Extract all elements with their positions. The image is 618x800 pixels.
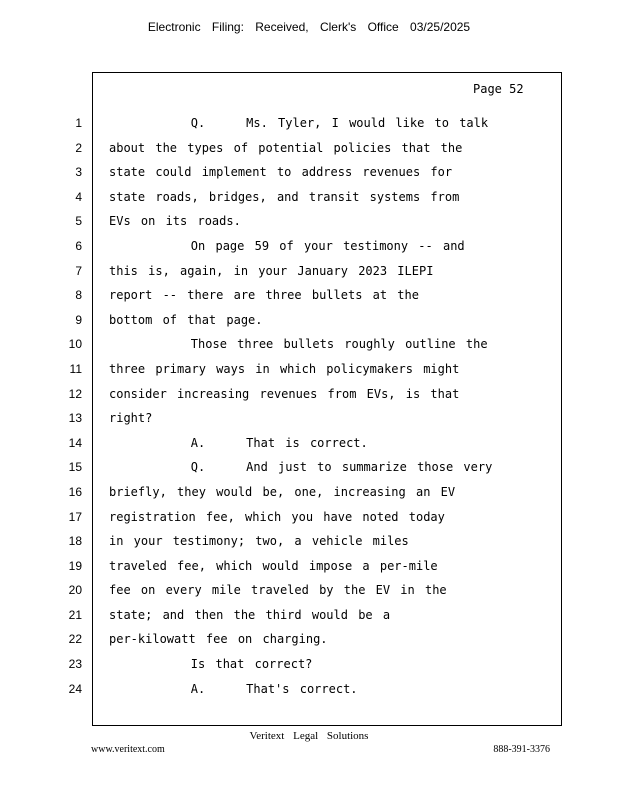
line-text: Is that correct? [109,657,313,672]
line-number: 11 [69,361,82,376]
transcript-line [0,578,618,603]
footer-phone: 888-391-3376 [493,744,550,755]
transcript-line [0,480,618,505]
transcript-line [0,431,618,456]
line-text: EVs on its roads. [109,214,241,229]
line-number: 20 [68,583,82,598]
line-number: 6 [75,238,82,253]
line-number: 5 [75,214,82,229]
line-text: fee on every mile traveled by the EV in the [109,583,447,598]
transcript-line [0,554,618,579]
transcript-lines [0,111,618,701]
transcript-line [0,677,618,702]
line-text: in your testimony; two, a vehicle miles [109,534,409,549]
line-number: 22 [68,632,82,647]
line-text: about the types of potential policies that the [109,140,463,155]
line-text: Q. And just to summarize those very [109,460,493,475]
transcript-line [0,603,618,628]
line-text: right? [109,411,153,426]
line-number: 14 [68,435,82,450]
line-number: 8 [75,288,82,303]
transcript-line [0,209,618,234]
transcript-line [0,308,618,333]
transcript-line [0,136,618,161]
line-text: state; and then the third would be a [109,607,391,622]
line-text: A. That is correct. [109,435,368,450]
transcript-line [0,283,618,308]
line-text: registration fee, which you have noted today [109,509,445,524]
line-text: per-kilowatt fee on charging. [109,632,328,647]
line-text: bottom of that page. [109,312,263,327]
line-number: 16 [68,484,82,499]
line-text: state roads, bridges, and transit systems from [109,189,460,204]
line-text: Those three bullets roughly outline the [109,337,488,352]
line-number: 3 [75,165,82,180]
line-text: this is, again, in your January 2023 ILEPI [109,263,434,278]
line-number: 17 [68,509,82,524]
line-text: Q. Ms. Tyler, I would like to talk [109,116,489,130]
transcript-line [0,185,618,210]
line-number: 12 [68,386,82,401]
line-number: 4 [75,189,82,204]
page-number: Page 52 [473,82,524,96]
transcript-line [0,111,618,136]
transcript-line [0,455,618,480]
line-number: 21 [68,607,82,622]
line-number: 7 [75,263,82,278]
line-number: 23 [68,657,82,672]
transcript-line [0,160,618,185]
line-text: state could implement to address revenues for [109,165,453,180]
transcript-line [0,234,618,259]
transcript-line [0,529,618,554]
line-text: briefly, they would be, one, increasing an EV [109,484,456,499]
transcript-line [0,332,618,357]
transcript-line [0,382,618,407]
transcript-line [0,406,618,431]
line-number: 18 [68,534,82,549]
line-text: traveled fee, which would impose a per-mile [109,558,438,573]
line-number: 24 [68,681,82,696]
line-number: 19 [68,558,82,573]
footer-company: Veritext Legal Solutions [249,730,369,742]
line-number: 1 [75,116,82,130]
transcript-line [0,505,618,530]
line-text: report -- there are three bullets at the [109,288,419,303]
line-number: 15 [68,460,82,475]
footer-website: www.veritext.com [91,744,165,755]
transcript-line [0,627,618,652]
line-text: A. That's correct. [109,681,358,696]
filing-stamp: Electronic Filing: Received, Clerk's Office 03/25/2025 [147,20,471,34]
line-text: On page 59 of your testimony -- and [109,238,465,253]
transcript-line [0,357,618,382]
transcript-line [0,652,618,677]
line-number: 10 [68,337,82,352]
line-number: 2 [75,140,82,155]
line-text: three primary ways in which policymakers might [109,361,460,376]
line-number: 13 [68,411,82,426]
line-number: 9 [75,312,82,327]
transcript-line [0,259,618,284]
line-text: consider increasing revenues from EVs, is that [109,386,460,401]
